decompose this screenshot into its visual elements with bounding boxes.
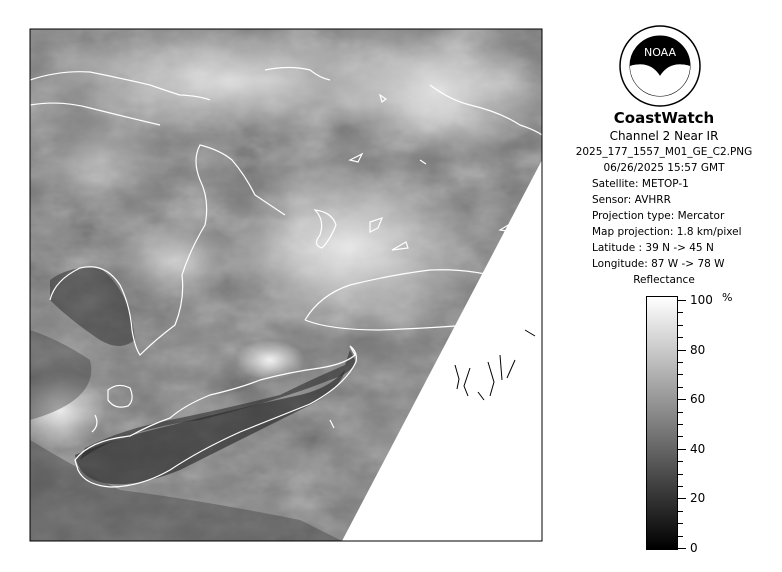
colorbar-tick: [678, 374, 683, 375]
colorbar-tick-label: 20: [690, 491, 706, 506]
map-image: [10, 20, 550, 541]
longitude-label: Longitude: 87 W -> 78 W: [592, 258, 725, 270]
colorbar-tick: [678, 312, 683, 313]
colorbar-tick-label: 60: [690, 392, 706, 407]
colorbar-tick: [678, 511, 683, 512]
colorbar-tick: [678, 498, 686, 499]
satellite-label: Satellite: METOP-1: [592, 178, 689, 190]
colorbar-tick: [678, 399, 686, 400]
projection-type-label: Projection type: Mercator: [592, 210, 725, 222]
channel-label: Channel 2 Near IR: [609, 129, 719, 143]
colorbar-tick-label: 80: [690, 342, 706, 357]
colorbar-tick: [678, 325, 683, 326]
colorbar-tick: [678, 337, 683, 338]
filename-label: 2025_177_1557_M01_GE_C2.PNG: [575, 146, 753, 158]
scale-title: Reflectance: [633, 274, 695, 286]
colorbar-tick: [678, 436, 683, 437]
scale-unit: %: [722, 291, 733, 304]
colorbar-tick: [678, 548, 686, 549]
map-projection-label: Map projection: 1.8 km/pixel: [592, 226, 742, 238]
sensor-label: Sensor: AVHRR: [592, 194, 671, 206]
reflectance-colorbar: [646, 296, 678, 550]
latitude-label: Latitude : 39 N -> 45 N: [592, 242, 714, 254]
noaa-logo: [620, 26, 700, 106]
colorbar-tick: [678, 412, 683, 413]
colorbar-tick-label: 0: [690, 541, 698, 555]
colorbar-tick-label: 100: [690, 293, 713, 307]
colorbar-tick: [678, 486, 683, 487]
colorbar-tick: [678, 461, 683, 462]
datetime-label: 06/26/2025 15:57 GMT: [603, 162, 725, 174]
colorbar-tick: [678, 424, 683, 425]
colorbar-tick: [678, 474, 683, 475]
colorbar-tick: [678, 362, 683, 363]
colorbar-tick: [678, 350, 686, 351]
colorbar-tick-label: 40: [690, 441, 706, 456]
colorbar-tick: [678, 300, 686, 301]
noaa-logo-text: NOAA: [643, 46, 677, 59]
colorbar-tick: [678, 536, 683, 537]
colorbar-tick: [678, 387, 683, 388]
brand-title: CoastWatch: [613, 109, 715, 127]
colorbar-tick: [678, 449, 686, 450]
colorbar-tick: [678, 523, 683, 524]
